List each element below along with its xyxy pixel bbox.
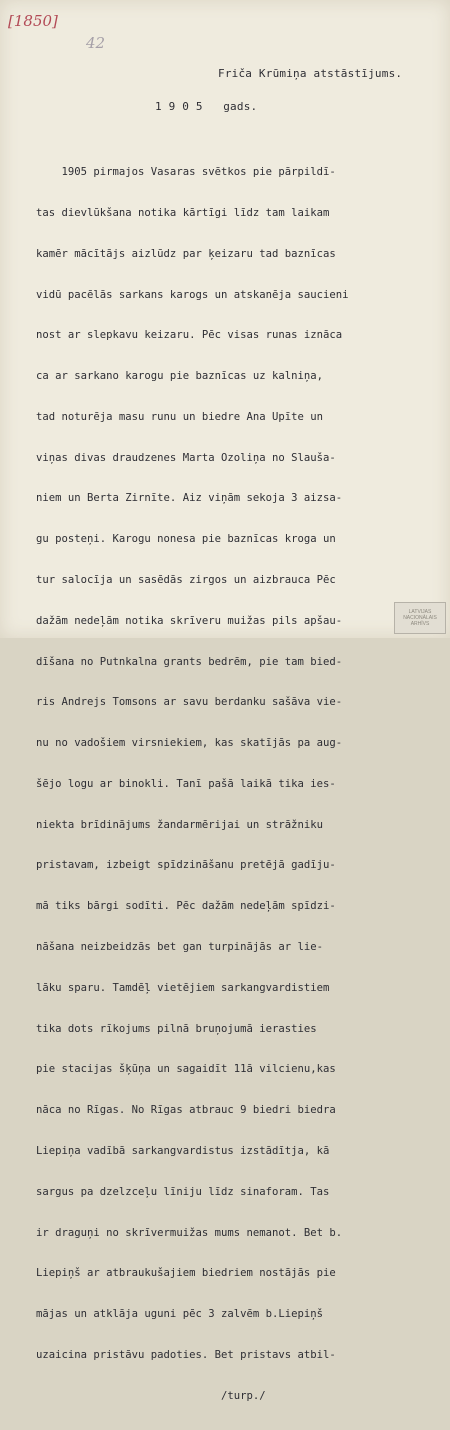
text-line: Liepiņa vadībā sarkangvardistus izstādītja, kā <box>36 1144 330 1157</box>
text-line: uzaicina pristāvu padoties. Bet pristavs atbil- <box>36 1348 336 1361</box>
text-line: kamēr mācītājs aizlūdz par ķeizaru tad baznīcas <box>36 247 336 260</box>
text-line: šējo logu ar binokli. Tanī pašā laikā tika ies- <box>36 777 336 790</box>
text-line: dīšana no Putnkalna grants bedrēm, pie tam bied- <box>36 655 343 668</box>
text-line: viņas divas draudzenes Marta Ozoliņa no Slauša- <box>36 451 336 464</box>
text-line: nost ar slepkavu keizaru. Pēc visas runas iznāca <box>36 329 343 342</box>
text-line: ris Andrejs Tomsons ar savu berdanku sašāva vie- <box>36 696 343 709</box>
text-line: gu posteņi. Karogu nonesa pie baznīcas kroga un <box>36 533 336 546</box>
body-text <box>36 139 349 1430</box>
text-line: nāšana neizbeidzās bet gan turpinājās ar lie- <box>36 941 324 954</box>
document-title: Friča Krūmiņa atstāstījums. <box>218 67 403 80</box>
text-line: tur salocīja un sasēdās zirgos un aizbrauca Pēc <box>36 574 336 586</box>
text-line: mājas un atklāja uguni pēc 3 zalvēm b.Liepiņš <box>36 1308 324 1321</box>
text-line: vidū pacēlās sarkans karogs un atskanēja saucieni <box>36 288 349 301</box>
text-line: 1905 pirmajos Vasaras svētkos pie pārpildī- <box>36 166 336 179</box>
text-line: niem un Berta Zirnīte. Aiz viņām sekoja 3 aizsa- <box>36 492 343 505</box>
archive-stamp: LATVIJAS NACIONĀLAIS ARHĪVS <box>394 602 446 634</box>
text-line: nu no vadošiem virsniekiem, kas skatījās pa aug- <box>36 737 343 750</box>
text-line: tika dots rīkojums pilnā bruņojumā ierasties <box>36 1022 317 1035</box>
text-line: sargus pa dzelzceļu līniju līdz sinaforam. Tas <box>36 1185 330 1198</box>
text-line: ca ar sarkano karogu pie baznīcas uz kalniņa, <box>36 370 324 383</box>
text-line: niekta brīdinājums žandarmērijai un strāžniku <box>36 818 324 831</box>
year-heading: 1 9 0 5 gads. <box>155 100 258 113</box>
text-line: lāku sparu. Tamdēļ vietējiem sarkangvardistiem <box>36 981 330 994</box>
text-line: tas dievlūkšana notika kārtīgi līdz tam laikam <box>36 206 330 219</box>
text-line: /turp./ <box>36 1389 266 1402</box>
text-line: Liepiņš ar atbraukušajiem biedriem nostājās pie <box>36 1267 336 1280</box>
text-line: dažām nedeļām notika skrīveru muižas pils apšau- <box>36 614 343 627</box>
text-line: pie stacijas šķūņa un sagaidīt 11ā vilcienu,kas <box>36 1063 336 1076</box>
page-number-annotation: 42 <box>86 34 106 52</box>
text-line: ir draguņi no skrīvermuižas mums nemanot. Bet b. <box>36 1226 343 1239</box>
archive-number-annotation: [1850] <box>8 12 58 30</box>
text-line: tad noturēja masu runu un biedre Ana Upīte un <box>36 410 324 423</box>
text-line: pristavam, izbeigt spīdzināšanu pretējā gadīju- <box>36 859 336 872</box>
text-line: mā tiks bārgi sodīti. Pēc dažām nedeļām spīdzi- <box>36 900 336 913</box>
text-line: nāca no Rīgas. No Rīgas atbrauc 9 biedri biedra <box>36 1104 336 1117</box>
